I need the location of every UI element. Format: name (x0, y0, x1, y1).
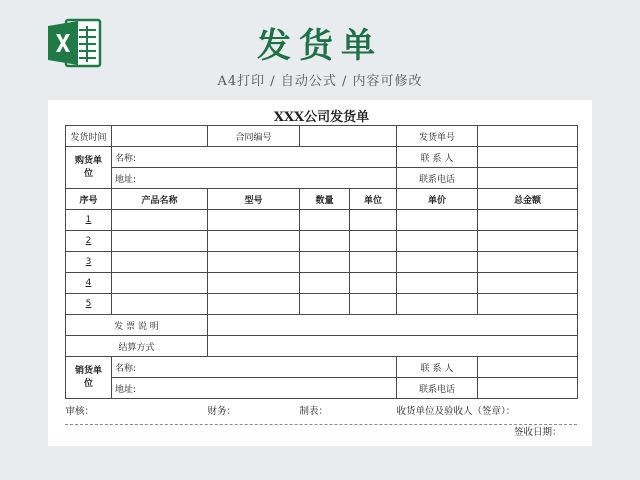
row-index: 4 (85, 278, 92, 288)
quantity-cell[interactable] (300, 273, 350, 294)
form-title: XXX公司发货单 (66, 106, 578, 126)
buyer-name-field[interactable]: 名称: (112, 147, 397, 168)
col-header-index: 序号 (66, 189, 112, 210)
total-cell[interactable] (478, 231, 578, 252)
price-cell[interactable] (397, 273, 478, 294)
ship-time-field[interactable] (112, 126, 208, 147)
col-header-price: 单价 (397, 189, 478, 210)
receiver-signature: 收货单位及验收人（签章）： (396, 405, 516, 417)
audit-signature: 审核： (65, 405, 95, 417)
invoice-note-field[interactable] (208, 315, 578, 336)
model-cell[interactable] (208, 231, 300, 252)
product-cell[interactable] (112, 231, 208, 252)
finance-signature: 财务： (207, 405, 237, 417)
product-cell[interactable] (112, 294, 208, 315)
seller-address-field[interactable]: 地址: (112, 378, 397, 399)
col-header-unit: 单位 (350, 189, 397, 210)
buyer-address-field[interactable]: 地址: (112, 168, 397, 189)
col-header-model: 型号 (208, 189, 300, 210)
buyer-label: 购货单位 (66, 147, 112, 189)
contract-no-field[interactable] (300, 126, 397, 147)
col-header-total: 总金额 (478, 189, 578, 210)
contract-no-label: 合同编号 (208, 126, 300, 147)
cut-line (65, 424, 577, 425)
row-index: 5 (85, 299, 92, 309)
settlement-field[interactable] (208, 336, 578, 357)
seller-label: 销货单位 (66, 357, 112, 399)
col-header-quantity: 数量 (300, 189, 350, 210)
invoice-note-label: 发 票 说 明 (66, 315, 208, 336)
seller-name-field[interactable]: 名称: (112, 357, 397, 378)
total-cell[interactable] (478, 294, 578, 315)
col-header-product: 产品名称 (112, 189, 208, 210)
buyer-contact-label: 联 系 人 (397, 147, 478, 168)
quantity-cell[interactable] (300, 294, 350, 315)
ship-no-field[interactable] (478, 126, 578, 147)
product-cell[interactable] (112, 210, 208, 231)
delivery-note-sheet (48, 100, 592, 446)
unit-cell[interactable] (350, 231, 397, 252)
product-cell[interactable] (112, 273, 208, 294)
page-title: 发货单 (257, 26, 383, 66)
quantity-cell[interactable] (300, 252, 350, 273)
model-cell[interactable] (208, 210, 300, 231)
seller-contact-label: 联 系 人 (397, 357, 478, 378)
unit-cell[interactable] (350, 210, 397, 231)
total-cell[interactable] (478, 210, 578, 231)
sign-date: 签收日期： (513, 427, 562, 438)
row-index: 1 (85, 215, 92, 225)
model-cell[interactable] (208, 252, 300, 273)
total-cell[interactable] (478, 252, 578, 273)
price-cell[interactable] (397, 210, 478, 231)
unit-cell[interactable] (350, 294, 397, 315)
ship-no-label: 发货单号 (397, 126, 478, 147)
row-index: 3 (85, 257, 92, 267)
delivery-note-table (65, 106, 578, 442)
page-subtitle: A4打印 / 自动公式 / 内容可修改 (217, 74, 423, 89)
seller-phone-label: 联系电话 (397, 378, 478, 399)
quantity-cell[interactable] (300, 210, 350, 231)
row-index: 2 (85, 236, 92, 246)
seller-contact-field[interactable] (478, 357, 578, 378)
buyer-phone-field[interactable] (478, 168, 578, 189)
product-cell[interactable] (112, 252, 208, 273)
table-row (66, 252, 578, 273)
buyer-phone-label: 联系电话 (397, 168, 478, 189)
table-row (66, 294, 578, 315)
table-row (66, 210, 578, 231)
total-cell[interactable] (478, 273, 578, 294)
settlement-label: 结算方式 (66, 336, 208, 357)
unit-cell[interactable] (350, 273, 397, 294)
price-cell[interactable] (397, 231, 478, 252)
quantity-cell[interactable] (300, 231, 350, 252)
unit-cell[interactable] (350, 252, 397, 273)
seller-phone-field[interactable] (478, 378, 578, 399)
maker-signature: 制表： (299, 405, 329, 417)
model-cell[interactable] (208, 294, 300, 315)
buyer-contact-field[interactable] (478, 147, 578, 168)
ship-time-label: 发货时间 (66, 126, 112, 147)
table-row (66, 273, 578, 294)
model-cell[interactable] (208, 273, 300, 294)
price-cell[interactable] (397, 252, 478, 273)
price-cell[interactable] (397, 294, 478, 315)
table-row (66, 231, 578, 252)
